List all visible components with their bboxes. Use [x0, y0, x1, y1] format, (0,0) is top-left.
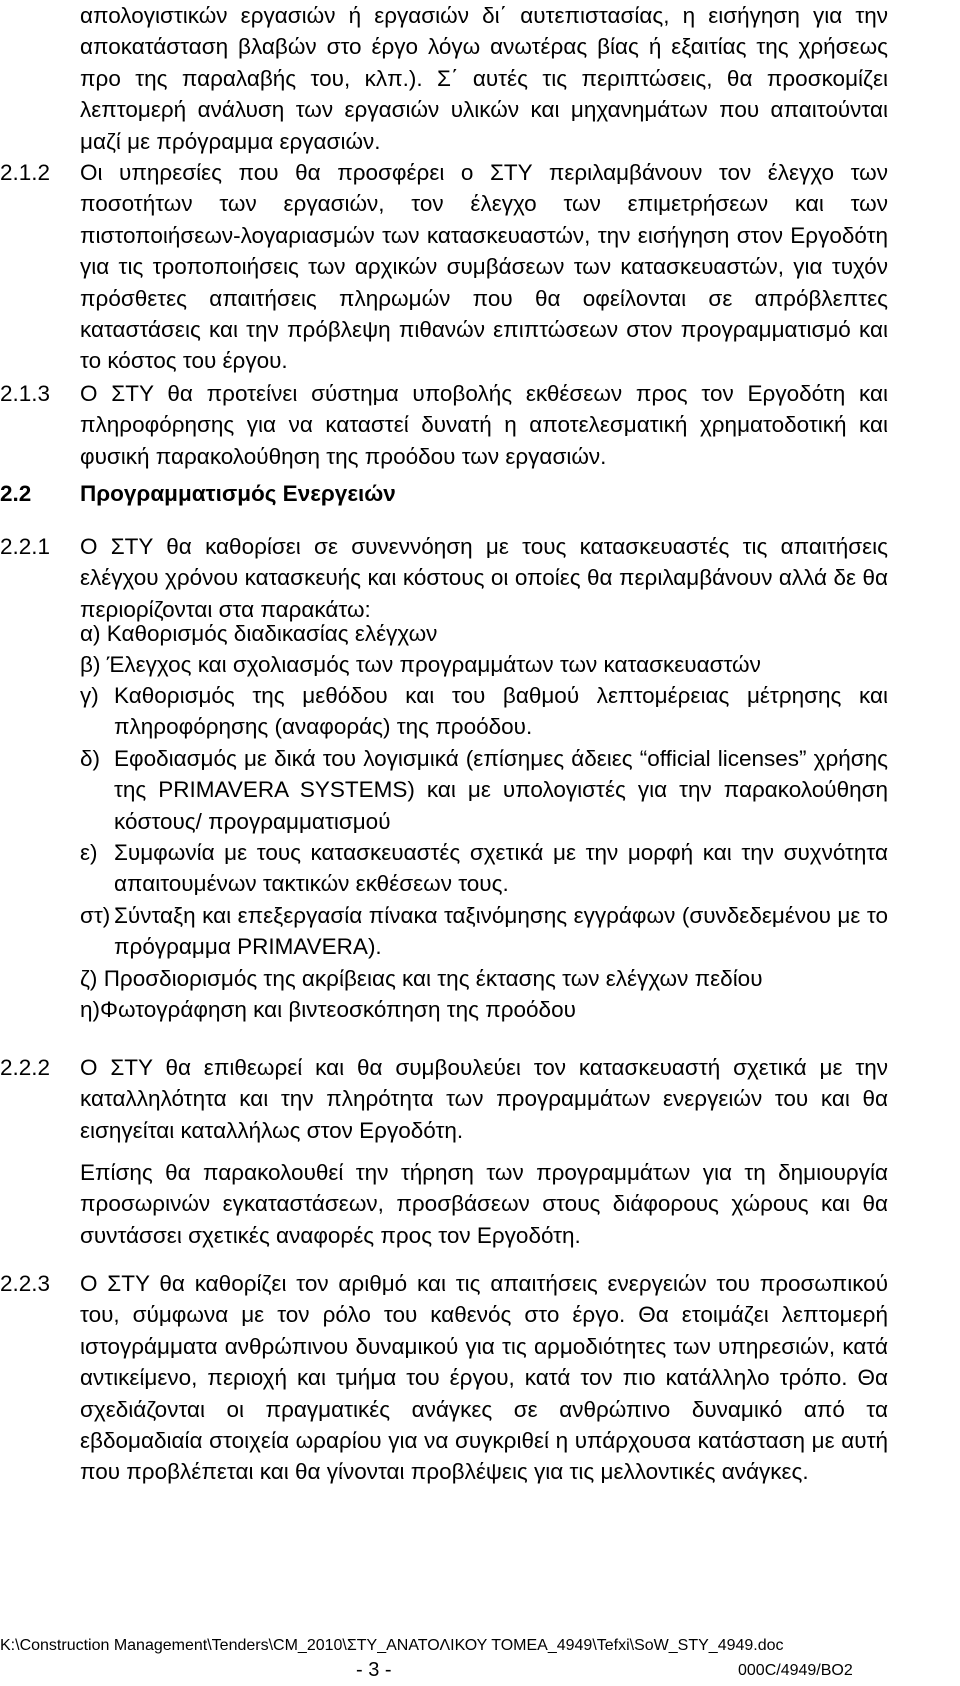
list-item: γ) Καθορισμός της μεθόδου και του βαθμού λεπτομέρειας μέτρησης και πληροφόρησης (αναφοράς) της προόδου. — [80, 683, 888, 740]
footer-file-path: K:\Construction Management\Tenders\CM_2010\ΣΤΥ_ΑΝΑΤΟΛΙΚΟΥ ΤΟΜΕΑ_4949\Tefxi\SoW_STY_4949.doc — [0, 1637, 784, 1654]
intro-paragraph: απολογιστικών εργασιών ή εργασιών δι΄ αυτεπιστασίας, η εισήγηση για την αποκατάσταση βλαβών στο έργο λόγω ανωτέρας βίας ή εξαιτίας της χρήσεως προ της παραλαβής του, κλπ.). Σ΄ αυτές τις περιπτώσεις, θα προσκομίζει λεπτομερή ανάλυση των εργασιών υλικών και μηχανημάτων που απαιτούνται μαζί με πρόγραμμα εργασιών. — [80, 3, 888, 154]
list-item: η)Φωτογράφηση και βιντεοσκόπηση της προόδου — [80, 997, 576, 1022]
section-title: Προγραμματισμός Ενεργειών — [80, 481, 396, 506]
section-number-2-2-3: 2.2.3 — [0, 1271, 51, 1296]
section-2-1-3-text: Ο ΣΤΥ θα προτείνει σύστημα υποβολής εκθέσεων προς τον Εργοδότη και πληροφόρησης για να καταστεί δυνατή η αποτελεσματική χρηματοδοτική και φυσική παρακολούθηση της προόδου των εργασιών. — [80, 381, 888, 469]
page-number: - 3 - — [356, 1659, 392, 1681]
section-2-2-2-text-2: Επίσης θα παρακολουθεί την τήρηση των προγραμμάτων για τη δημιουργία προσωρινών εγκαταστάσεων, προσβάσεων στους διάφορους χώρους και θα συντάσσει σχετικές αναφορές προς τον Εργοδότη. — [80, 1160, 888, 1248]
section-number-2-2: 2.2 — [0, 481, 32, 506]
document-code: 000C/4949/BO2 — [738, 1662, 853, 1679]
section-2-2-2-text: Ο ΣΤΥ θα επιθεωρεί και θα συμβουλεύει τον κατασκευαστή σχετικά με την καταλληλότητα και την πληρότητα των προγραμμάτων ενεργειών του και θα εισηγείται καταλλήλως στον Εργοδότη. — [80, 1055, 888, 1143]
section-2-2-3-text: Ο ΣΤΥ θα καθορίζει τον αριθμό και τις απαιτήσεις ενεργειών του προσωπικού του, σύμφωνα με τον ρόλο του καθενός στο έργο. Θα ετοιμάζει λεπτομερή ιστογράμματα ανθρώπινου δυναμικού για τις αρμοδιότητες των υπηρεσιών, κατά αντικείμενο, περιοχή και τμήμα του έργου, κατά τον πιο κατάλληλο τρόπο. Θα σχεδιάζονται οι πραγματικές ανάγκες σε ανθρώπινο δυναμικό από τα εβδομαδιαία στοιχεία ωραρίου για να συγκριθεί η υπάρχουσα κατάσταση με αυτή που προβλέπεται και θα γίνονται προβλέψεις για τις μελλοντικές ανάγκες. — [80, 1271, 888, 1485]
section-number-2-2-1: 2.2.1 — [0, 534, 51, 559]
list-item: στ) Σύνταξη και επεξεργασία πίνακα ταξινόμησης εγγράφων (συνδεδεμένου με το πρόγραμμα PRIMAVERA). — [80, 903, 888, 960]
list-item: α) Καθορισμός διαδικασίας ελέγχων — [80, 621, 438, 646]
section-2-1-2-text: Οι υπηρεσίες που θα προσφέρει ο ΣΤΥ περιλαμβάνουν τον έλεγχο των ποσοτήτων των εργασιών, τον έλεγχο των επιμετρήσεων και των πιστοποιήσεων-λογαριασμών των κατασκευαστών, την εισήγηση στον Εργοδότη για τις τροποποιήσεις των αρχικών συμβάσεων των κατασκευαστών, για τυχόν πρόσθετες απαιτήσεις πληρωμών που θα οφείλονται σε απρόβλεπτες καταστάσεις και την πρόβλεψη πιθανών επιπτώσεων στον προγραμματισμό και το κόστος του έργου. — [80, 160, 888, 374]
section-number-2-1-2: 2.1.2 — [0, 160, 51, 185]
section-2-2-1-text: Ο ΣΤΥ θα καθορίσει σε συνεννόηση με τους κατασκευαστές τις απαιτήσεις ελέγχου χρόνου κατασκευής και κόστους οι οποίες θα περιλαμβάνουν αλλά δε θα περιορίζονται στα παρακάτω: — [80, 534, 888, 622]
section-number-2-2-2: 2.2.2 — [0, 1055, 51, 1080]
list-item: ζ) Προσδιορισμός της ακρίβειας και της έκτασης των ελέγχων πεδίου — [80, 966, 763, 991]
list-item: ε) Συμφωνία με τους κατασκευαστές σχετικά με την μορφή και την συχνότητα απαιτουμένων τακτικών εκθέσεων τους. — [80, 840, 888, 897]
list-item: β) Έλεγχος και σχολιασμός των προγραμμάτων των κατασκευαστών — [80, 652, 761, 677]
list-item: δ) Εφοδιασμός με δικά του λογισμικά (επίσημες άδειες “official licenses” χρήσης της PRIMAVERA SYSTEMS) και με υπολογιστές για την παρακολούθηση κόστους/ προγραμματισμού — [80, 746, 888, 834]
section-number-2-1-3: 2.1.3 — [0, 381, 51, 406]
section-heading-2-2 — [0, 478, 396, 509]
